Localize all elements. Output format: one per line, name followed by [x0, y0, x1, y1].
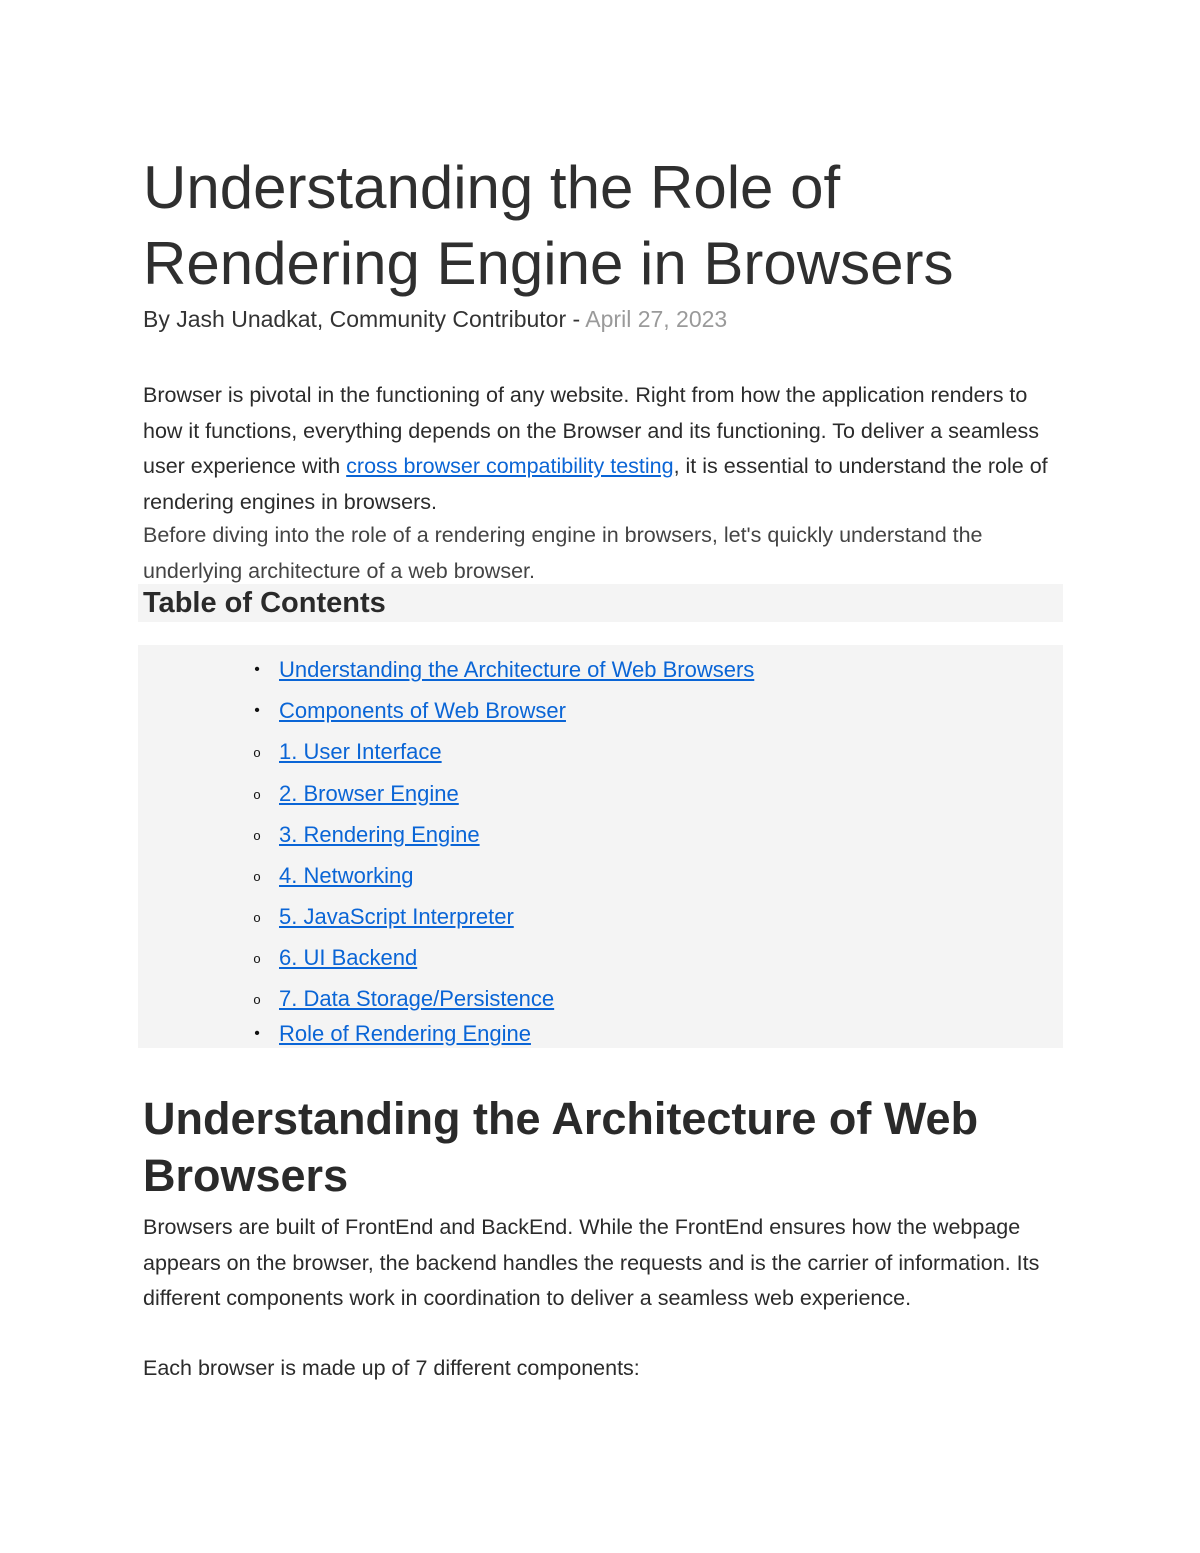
- intro-text-after-link: , it is essential to understand the role of rendering engines in browsers.: [143, 454, 1048, 514]
- author-credit: By Jash Unadkat, Community Contributor -: [143, 306, 586, 332]
- section-paragraph: Browsers are built of FrontEnd and BackEnd. While the FrontEnd ensures how the webpage appears on the browser, the backend handles the requests and is the carrier of information. Its different components work in coordination to deliver a seamless web experience.: [143, 1215, 1040, 1310]
- bullet-disc-icon: •: [254, 1025, 260, 1042]
- bullet-circle-icon: o: [253, 745, 261, 760]
- bullet-circle-icon: o: [253, 910, 261, 925]
- bullet-circle-icon: o: [253, 951, 261, 966]
- toc-heading: Table of Contents: [138, 584, 1063, 622]
- intro-text-before-link: Browser is pivotal in the functioning of any website. Right from how the application renders to how it functions, everything depends on the Browser and its functioning. To deliver a seamless user experience with: [143, 383, 1039, 478]
- section-paragraph-components: Each browser is made up of 7 different components:: [143, 1356, 640, 1380]
- toc-link-data-storage[interactable]: 7. Data Storage/Persistence: [279, 986, 555, 1011]
- toc-link-components[interactable]: Components of Web Browser: [279, 698, 566, 723]
- toc-item-rendering-engine: [138, 820, 1138, 850]
- table-of-contents: [138, 645, 1063, 1048]
- bullet-disc-icon: •: [254, 661, 260, 678]
- toc-item-networking: [138, 861, 1138, 891]
- toc-item-components: [138, 696, 1138, 726]
- bullet-circle-icon: o: [253, 992, 261, 1007]
- toc-item-javascript-interpreter: [138, 902, 1138, 932]
- toc-item-role-of-rendering-engine: [138, 1019, 1138, 1049]
- toc-item-user-interface: [138, 737, 1138, 767]
- toc-link-rendering-engine[interactable]: 3. Rendering Engine: [279, 822, 480, 847]
- toc-link-architecture[interactable]: Understanding the Architecture of Web Browsers: [279, 657, 755, 682]
- toc-link-networking[interactable]: 4. Networking: [279, 863, 414, 888]
- cross-browser-testing-link[interactable]: cross browser compatibility testing: [346, 454, 674, 478]
- toc-link-browser-engine[interactable]: 2. Browser Engine: [279, 781, 459, 806]
- toc-item-ui-backend: [138, 943, 1138, 973]
- publish-date: April 27, 2023: [585, 306, 728, 332]
- byline: [143, 304, 727, 334]
- toc-item-data-storage: [138, 984, 1138, 1014]
- bullet-circle-icon: o: [253, 828, 261, 843]
- lead-paragraph: Before diving into the role of a rendering engine in browsers, let's quickly understand the underlying architecture of a web browser.: [143, 523, 983, 583]
- toc-link-javascript-interpreter[interactable]: 5. JavaScript Interpreter: [279, 904, 514, 929]
- bullet-disc-icon: •: [254, 702, 260, 719]
- toc-item-architecture: [138, 655, 1138, 685]
- toc-link-ui-backend[interactable]: 6. UI Backend: [279, 945, 418, 970]
- toc-item-browser-engine: [138, 779, 1138, 809]
- intro-paragraph: [143, 378, 1063, 520]
- bullet-circle-icon: o: [253, 787, 261, 802]
- bullet-circle-icon: o: [253, 869, 261, 884]
- section-heading: Understanding the Architecture of Web Browsers: [143, 1093, 979, 1201]
- toc-link-user-interface[interactable]: 1. User Interface: [279, 739, 442, 764]
- article-title: Understanding the Role of Rendering Engine in Browsers: [143, 154, 954, 297]
- toc-link-role-of-rendering-engine[interactable]: Role of Rendering Engine: [279, 1021, 531, 1046]
